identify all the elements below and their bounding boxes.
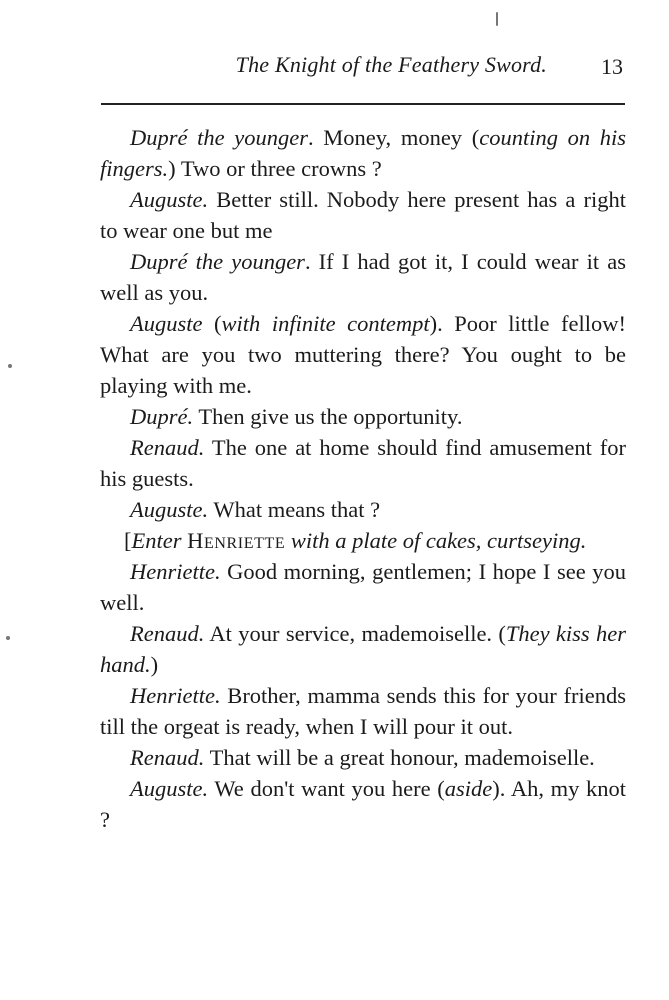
page-header [100, 52, 625, 92]
dialogue-block-2 [100, 556, 626, 835]
dialogue-paragraph [100, 773, 626, 835]
italic-run: They kiss her hand. [100, 621, 626, 677]
italic-run: Renaud. [130, 745, 205, 770]
text-run: Then give us the opportunity. [193, 404, 463, 429]
text-run: ) Two or three crowns ? [168, 156, 382, 181]
text-run: . Money, money ( [308, 125, 480, 150]
italic-run: Auguste. [130, 497, 209, 522]
italic-run: Renaud. [130, 435, 205, 460]
running-title: The Knight of the Feathery Sword. [235, 52, 547, 77]
italic-run: Dupré the younger [130, 249, 305, 274]
dialogue-paragraph [100, 742, 626, 773]
text-run: Brother, mamma sends this for your friends till the orgeat is ready, when I will pour it out. [100, 683, 626, 739]
paper-speck [8, 364, 12, 368]
paper-speck [6, 636, 10, 640]
italic-run: Renaud. [130, 621, 205, 646]
text-run: At your service, mademoiselle. ( [204, 621, 506, 646]
page-number: 13 [601, 54, 623, 79]
header-rule [101, 103, 625, 105]
paper-speck [496, 12, 498, 26]
stage-bracket: [ [124, 528, 132, 553]
italic-run: Auguste. [130, 187, 209, 212]
dialogue-paragraph [100, 184, 626, 246]
dialogue-paragraph [100, 122, 626, 184]
text-run: ). Ah, my knot ? [100, 776, 626, 832]
dialogue-paragraph [100, 401, 626, 432]
dialogue-paragraph [100, 556, 626, 618]
text-run: ). Poor little fellow! What are you two muttering there? You ought to be playing with me. [100, 311, 627, 398]
dialogue-text [100, 122, 626, 835]
dialogue-paragraph [100, 618, 626, 680]
italic-run: Dupré. [130, 404, 194, 429]
italic-run: Auguste. [130, 776, 209, 801]
text-run: Good morning, gentlemen; I hope I see you well. [100, 559, 626, 615]
italic-run: Henriette. [130, 683, 221, 708]
text-run: Better still. Nobody here present has a right to wear one but me [100, 187, 626, 243]
italic-run: Auguste [130, 311, 203, 336]
italic-run: Henriette. [130, 559, 221, 584]
text-run: We don't want you here ( [208, 776, 445, 801]
text-run: ( [202, 311, 222, 336]
italic-run: with infinite contempt [221, 311, 430, 336]
dialogue-paragraph [100, 680, 626, 742]
text-run: What means that ? [208, 497, 381, 522]
dialogue-paragraph [100, 494, 626, 525]
dialogue-paragraph [100, 432, 626, 494]
italic-run: counting on his fingers. [100, 125, 626, 181]
italic-run: Dupré the younger [130, 125, 308, 150]
text-run: That will be a great honour, mademoiselle. [204, 745, 595, 770]
text-run: The one at home should find amusement for his guests. [100, 435, 626, 491]
stage-character: Henriette [187, 528, 286, 553]
text-run: ) [150, 652, 159, 677]
italic-run: aside [444, 776, 493, 801]
stage-enter: Enter [131, 528, 182, 553]
dialogue-paragraph [100, 308, 626, 401]
dialogue-paragraph [100, 246, 626, 308]
stage-direction [94, 525, 626, 556]
stage-action: with a plate of cakes, curtseying. [290, 528, 587, 553]
text-run: . If I had got it, I could wear it as well as you. [100, 249, 626, 305]
dialogue-block-1 [100, 122, 626, 525]
